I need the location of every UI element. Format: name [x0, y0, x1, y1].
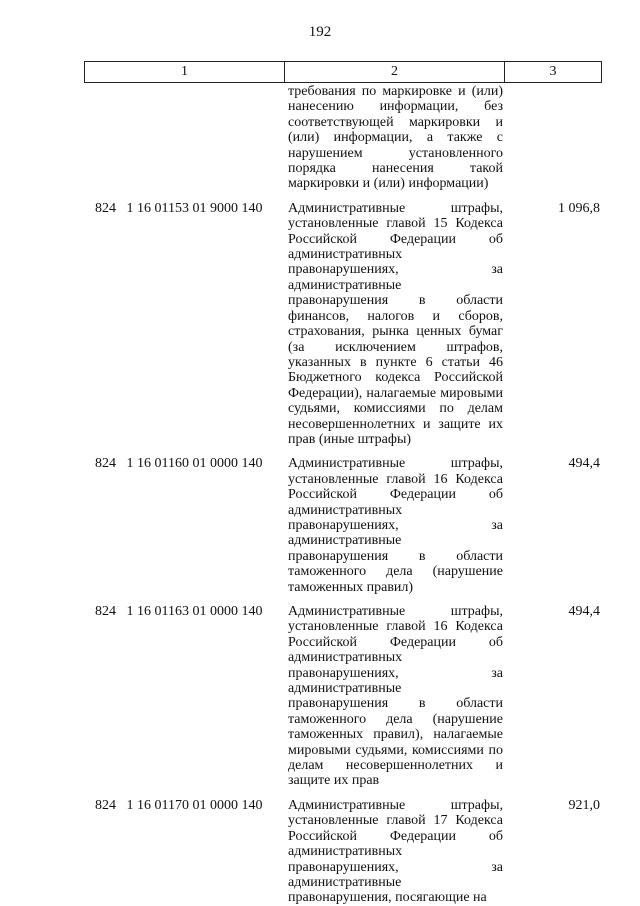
table-row: [0, 798, 640, 906]
row-amount: 494,4: [568, 604, 600, 619]
table-row: [0, 84, 640, 192]
table-body: [0, 84, 640, 906]
budget-code: 824 1 16 01163 01 0000 140: [95, 604, 263, 619]
budget-code: [0, 84, 288, 192]
row-description: Административные штрафы, установленные главой 16 Кодекса Российской Федерации об административных правонарушениях, за административные правонарушения в области таможенного дела (нарушение таможенных правил): [288, 456, 503, 595]
row-amount: 921,0: [568, 797, 600, 813]
header-col-1: 1: [85, 62, 285, 82]
budget-code: 824 1 16 01153 01 9000 140: [95, 200, 263, 216]
row-description: Административные штрафы, установленные главой 17 Кодекса Российской Федерации об административных правонарушениях, за административные правонарушения, посягающие на: [288, 797, 503, 906]
row-amount: [503, 84, 600, 192]
row-description: Административные штрафы, установленные главой 15 Кодекса Российской Федерации об административных правонарушениях, за административные правонарушения в области финансов, налогов и сборов, страхования, рынка ценных бумаг (за исключением штрафов, указанных в пункте 6 статьи 46 Бюджетного кодекса Российской Федерации), налагаемые мировыми судьями, комиссиями по делам несовершеннолетних и защите их прав (иные штрафы): [288, 200, 503, 447]
header-col-2: 2: [285, 62, 505, 82]
budget-code: 824 1 16 01160 01 0000 140: [95, 456, 263, 472]
table-row: [0, 201, 640, 448]
budget-code: 824 1 16 01170 01 0000 140: [95, 797, 263, 813]
row-description: Административные штрафы, установленные главой 16 Кодекса Российской Федерации об административных правонарушениях, за административные правонарушения в области таможенного дела (нарушение таможенных правил), налагаемые мировыми судьями, комиссиями по делам несовершеннолетних и защите их прав: [288, 604, 503, 789]
page-number: 192: [308, 24, 332, 40]
row-amount: 494,4: [568, 456, 600, 472]
row-description: требования по маркировке и (или) нанесению информации, без соответствующей маркировки и (или) информации, а также с нарушением установленного порядка нанесения такой маркировки и (или) информации): [288, 84, 503, 192]
row-amount: 1 096,8: [558, 200, 600, 216]
table-row: [0, 456, 640, 595]
header-col-3: 3: [549, 64, 557, 79]
table-header: [84, 61, 602, 83]
table-row: [0, 604, 640, 789]
